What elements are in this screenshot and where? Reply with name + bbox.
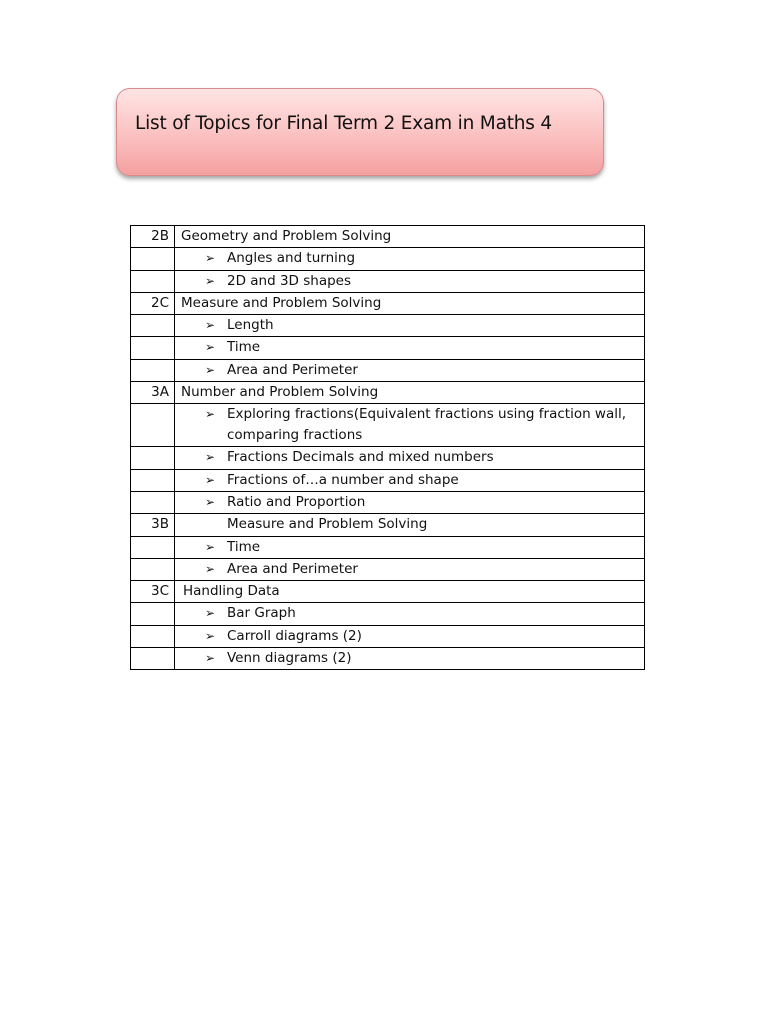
page-title: List of Topics for Final Term 2 Exam in Maths 4	[135, 113, 552, 134]
subtopic-label: Fractions Decimals and mixed numbers	[227, 449, 494, 466]
table-row	[131, 558, 645, 580]
unit-code-cell	[131, 447, 175, 469]
bullet-item	[181, 447, 644, 468]
unit-code-cell: 3A	[131, 382, 175, 404]
bullet-item	[181, 337, 644, 358]
unit-code-cell	[131, 315, 175, 337]
table-row	[131, 337, 645, 359]
table-row	[131, 270, 645, 292]
subtopic-label: Area and Perimeter	[227, 361, 358, 378]
bullet-item	[181, 470, 644, 491]
arrow-bullet-icon: ➢	[205, 606, 216, 621]
table-row	[131, 648, 645, 670]
subtopic-label: Bar Graph	[227, 605, 296, 622]
topic-cell	[175, 315, 645, 337]
subtopic-label: Carroll diagrams (2)	[227, 627, 362, 644]
topic-cell	[175, 581, 645, 603]
bullet-item	[181, 559, 644, 580]
arrow-bullet-icon: ➢	[205, 539, 216, 554]
bullet-item	[181, 537, 644, 558]
arrow-bullet-icon: ➢	[205, 450, 216, 465]
subtopic-label: Fractions of…a number and shape	[227, 471, 459, 488]
topic-cell	[175, 469, 645, 491]
topic-cell	[175, 491, 645, 513]
unit-code-cell	[131, 404, 175, 447]
subtopic-label: Time	[227, 339, 261, 356]
table-row	[131, 625, 645, 647]
unit-code-cell: 3C	[131, 581, 175, 603]
unit-code-cell	[131, 248, 175, 270]
subtopic-label: Exploring fractions(Equivalent fractions using fraction wall, comparing fractions	[227, 406, 627, 444]
table-row	[131, 603, 645, 625]
arrow-bullet-icon: ➢	[205, 628, 216, 643]
arrow-bullet-icon: ➢	[205, 651, 216, 666]
table-row	[131, 581, 645, 603]
table-row	[131, 536, 645, 558]
subtopic-label: 2D and 3D shapes	[227, 272, 352, 289]
topics-table	[130, 225, 645, 670]
arrow-bullet-icon: ➢	[205, 251, 216, 266]
topic-heading: Geometry and Problem Solving	[181, 228, 392, 244]
bullet-item	[181, 492, 644, 513]
topic-heading: Handling Data	[183, 583, 280, 600]
topic-cell	[175, 382, 645, 404]
bullet-item	[181, 603, 644, 624]
unit-code-cell: 3B	[131, 514, 175, 536]
table-row	[131, 514, 645, 536]
topic-heading: Measure and Problem Solving	[181, 294, 382, 311]
table-row	[131, 359, 645, 381]
bullet-item	[181, 271, 644, 292]
topic-heading: Number and Problem Solving	[181, 384, 379, 401]
topic-cell	[175, 625, 645, 647]
table-row	[131, 469, 645, 491]
topic-cell	[175, 648, 645, 670]
arrow-bullet-icon: ➢	[205, 273, 216, 288]
arrow-bullet-icon: ➢	[205, 494, 216, 509]
bullet-item	[181, 404, 644, 446]
topic-cell	[175, 292, 645, 314]
table-row	[131, 315, 645, 337]
unit-code-cell	[131, 491, 175, 513]
bullet-item	[181, 315, 644, 336]
subtopic-label: Length	[227, 317, 274, 334]
subtopic-label: Venn diagrams (2)	[227, 650, 352, 667]
topic-cell	[175, 536, 645, 558]
arrow-bullet-icon: ➢	[205, 472, 216, 487]
unit-code-cell	[131, 337, 175, 359]
arrow-bullet-icon: ➢	[205, 340, 216, 355]
table-row	[131, 382, 645, 404]
topic-cell	[175, 270, 645, 292]
unit-code-cell	[131, 536, 175, 558]
topic-cell	[175, 337, 645, 359]
subtopic-label: Angles and turning	[227, 250, 356, 267]
subtopic-label: Time	[227, 538, 261, 555]
topic-cell	[175, 359, 645, 381]
arrow-bullet-icon: ➢	[205, 561, 216, 576]
unit-code-cell: 2B	[131, 226, 175, 248]
bullet-item	[181, 360, 644, 381]
table-row	[131, 491, 645, 513]
topic-cell	[175, 603, 645, 625]
subtopic-label: Area and Perimeter	[227, 560, 358, 577]
topics-table-body	[131, 226, 645, 670]
table-row	[131, 226, 645, 248]
subtopic-label: Ratio and Proportion	[227, 493, 366, 510]
topic-cell	[175, 447, 645, 469]
title-banner	[116, 88, 604, 176]
topic-cell	[175, 404, 645, 447]
table-row	[131, 248, 645, 270]
unit-code-cell: 2C	[131, 292, 175, 314]
unit-code-cell	[131, 558, 175, 580]
arrow-bullet-icon: ➢	[205, 407, 216, 422]
unit-code-cell	[131, 603, 175, 625]
unit-code-cell	[131, 359, 175, 381]
topic-cell	[175, 558, 645, 580]
topic-cell	[175, 248, 645, 270]
unit-code-cell	[131, 270, 175, 292]
topic-cell	[175, 226, 645, 248]
arrow-bullet-icon: ➢	[205, 318, 216, 333]
bullet-item	[181, 626, 644, 647]
topic-cell	[175, 514, 645, 536]
table-row	[131, 447, 645, 469]
table-row	[131, 292, 645, 314]
bullet-item	[181, 648, 644, 669]
unit-code-cell	[131, 469, 175, 491]
topic-heading: Measure and Problem Solving	[227, 516, 428, 533]
table-row	[131, 404, 645, 447]
arrow-bullet-icon: ➢	[205, 362, 216, 377]
bullet-item	[181, 248, 644, 269]
unit-code-cell	[131, 648, 175, 670]
unit-code-cell	[131, 625, 175, 647]
